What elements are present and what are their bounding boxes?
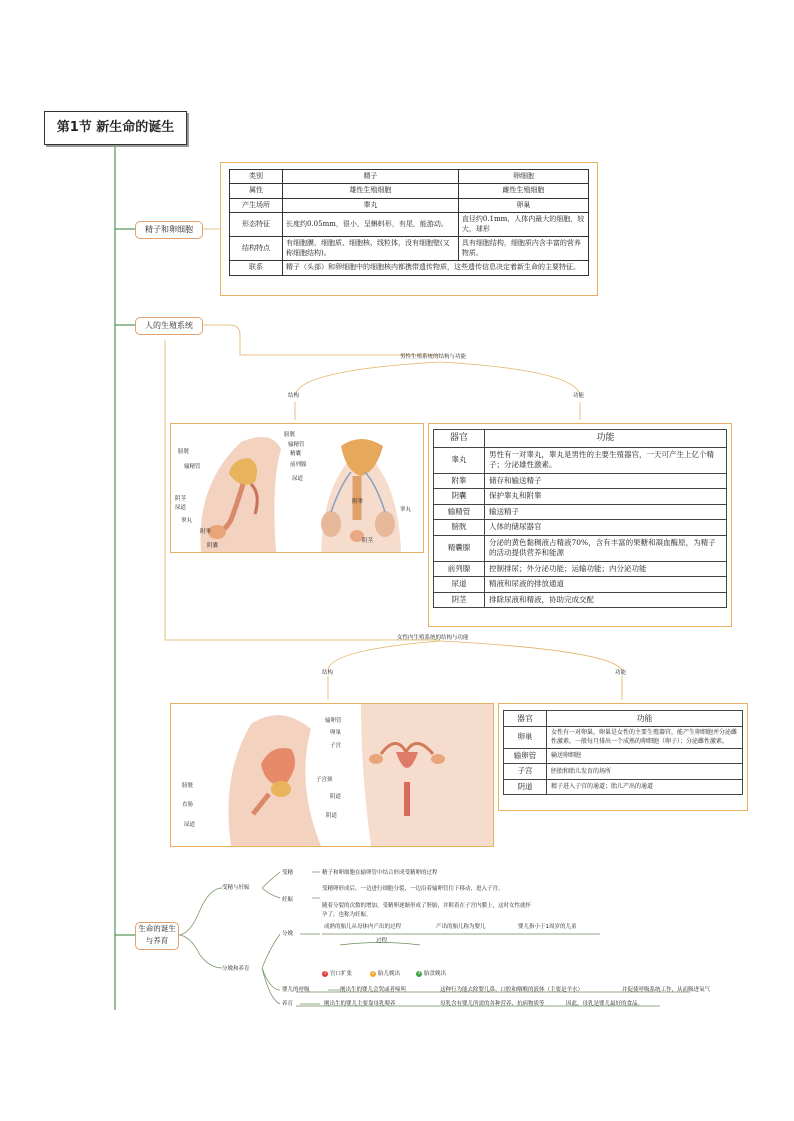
female-function-panel bbox=[498, 703, 748, 811]
organ-cell: 附睾 bbox=[434, 473, 485, 489]
egg-cell: 直径约0.1mm，人体内最大的细胞，较大，球形 bbox=[458, 213, 588, 237]
male-structure-label: 结构 bbox=[288, 393, 300, 399]
male-label: 阴囊 bbox=[207, 543, 219, 549]
organ-cell: 阴茎 bbox=[434, 592, 485, 608]
step-number-icon: 2 bbox=[371, 970, 375, 976]
table-row bbox=[434, 561, 727, 577]
table-row bbox=[230, 213, 589, 237]
process-step-3 bbox=[416, 969, 446, 977]
step-number-icon: 3 bbox=[417, 970, 421, 976]
row-key: 属性 bbox=[230, 184, 283, 198]
male-function-label: 功能 bbox=[573, 393, 585, 399]
branch-reproductive-system: 人的生殖系统 bbox=[135, 317, 203, 335]
node-nurture: 养育 bbox=[282, 1001, 294, 1007]
row-key: 产生场所 bbox=[230, 198, 283, 212]
male-heading: 男性生殖系统的结构与功能 bbox=[400, 354, 467, 360]
table-row bbox=[434, 447, 727, 473]
nurture-text-1: 刚出生的婴儿主要靠母乳喂养 bbox=[324, 1001, 396, 1007]
table-header: 功能 bbox=[547, 711, 743, 727]
sperm-cell: 雄性生殖细胞 bbox=[283, 184, 459, 198]
organ-cell: 输精管 bbox=[434, 504, 485, 520]
table-header: 功能 bbox=[485, 430, 727, 448]
table-row bbox=[230, 184, 589, 198]
female-structure-label: 结构 bbox=[322, 670, 334, 676]
row-key: 联系 bbox=[230, 261, 283, 275]
table-header: 精子 bbox=[283, 170, 459, 184]
table-row bbox=[504, 748, 743, 764]
node-infant-breathing: 婴儿的呼吸 bbox=[282, 987, 310, 993]
function-cell: 男性有一对睾丸，睾丸是男性的主要生殖器官，一天可产生上亿个精子；分泌雄性激素。 bbox=[485, 447, 727, 473]
table-header: 器官 bbox=[434, 430, 485, 448]
male-label: 阴茎 bbox=[175, 496, 187, 502]
process-label: 过程 bbox=[376, 938, 388, 944]
egg-cell: 具有细胞结构，细胞质内含丰富的营养物质。 bbox=[458, 237, 588, 261]
step-label: 胎儿娩出 bbox=[378, 971, 401, 977]
delivery-text-3: 婴儿指小于1周岁的儿童 bbox=[518, 924, 577, 930]
table-row bbox=[434, 535, 727, 561]
organ-cell: 卵巢 bbox=[504, 727, 547, 749]
table-row bbox=[504, 779, 743, 795]
female-label: 阴道 bbox=[326, 813, 338, 819]
table-row bbox=[434, 504, 727, 520]
male-label: 附睾 bbox=[352, 499, 364, 505]
organ-cell: 膀胱 bbox=[434, 520, 485, 536]
organ-cell: 睾丸 bbox=[434, 447, 485, 473]
table-header: 类别 bbox=[230, 170, 283, 184]
nurture-text-2: 母乳含有婴儿所需的各种营养、抗病物质等 bbox=[440, 1001, 545, 1007]
female-label: 子宫 bbox=[330, 743, 342, 749]
male-label: 输精管 bbox=[184, 464, 201, 470]
function-cell: 保护睾丸和附睾 bbox=[485, 489, 727, 505]
process-step-1 bbox=[322, 969, 352, 977]
breathing-text-1: 刚出生的婴儿会哭或者啼叫 bbox=[340, 987, 407, 993]
table-row bbox=[434, 489, 727, 505]
male-label: 精囊 bbox=[290, 451, 302, 457]
table-row bbox=[504, 727, 743, 749]
node-fertilization: 受精 bbox=[282, 870, 294, 876]
table-header: 卵细胞 bbox=[458, 170, 588, 184]
female-function-table bbox=[503, 710, 743, 795]
function-cell: 女性有一对卵巢，卵巢是女性的主要生殖器官，能产生卵细胞并分泌雌性激素。一般每月排出一个成熟的卵细胞（卵子）；分泌雌性激素。 bbox=[547, 727, 743, 749]
organ-cell: 子宫 bbox=[504, 764, 547, 780]
relation-cell: 精子（头部）和卵细胞中的细胞核内都携带遗传物质，这些遗传信息决定着新生命的主要特征。 bbox=[283, 261, 589, 275]
female-function-label: 功能 bbox=[615, 670, 627, 676]
organ-cell: 尿道 bbox=[434, 577, 485, 593]
female-label: 输卵管 bbox=[325, 718, 342, 724]
page-title: 第1节 新生命的诞生 bbox=[44, 111, 187, 145]
function-cell: 精子进入子宫的通道；胎儿产出的通道 bbox=[547, 779, 743, 795]
male-label: 前列腺 bbox=[290, 462, 307, 468]
table-header: 器官 bbox=[504, 711, 547, 727]
table-row bbox=[230, 237, 589, 261]
breathing-text-3: 并促使呼吸系统工作，从而吸进氧气 bbox=[622, 987, 711, 993]
table-row bbox=[230, 261, 589, 275]
female-label: 子宫颈 bbox=[316, 777, 333, 783]
pregnancy-text-2: 随着分裂的次数的增加，受精卵逐渐形成了胚胎，并附着在子宫内膜上，这时女性就怀孕了，也称为妊娠。 bbox=[322, 903, 532, 918]
male-label: 膀胱 bbox=[284, 432, 296, 438]
process-step-2 bbox=[370, 969, 400, 977]
node-delivery: 分娩 bbox=[282, 931, 294, 937]
male-function-panel bbox=[428, 423, 732, 627]
male-label: 睾丸 bbox=[181, 518, 193, 524]
organ-cell: 前列腺 bbox=[434, 561, 485, 577]
nurture-text-3: 因此，母乳是婴儿最好的食品。 bbox=[566, 1001, 644, 1007]
function-cell: 输送精子 bbox=[485, 504, 727, 520]
sperm-cell: 睾丸 bbox=[283, 198, 459, 212]
egg-cell: 卵巢 bbox=[458, 198, 588, 212]
step-number-icon: 1 bbox=[323, 970, 327, 976]
pregnancy-text-1: 受精卵形成后，一边进行细胞分裂，一边沿着输卵管往下移动，进入子宫。 bbox=[322, 886, 504, 892]
organ-cell: 阴囊 bbox=[434, 489, 485, 505]
breathing-text-2: 这种行为能去除婴儿鼻、口腔和咽喉的液体（主要是羊水） bbox=[440, 987, 584, 993]
female-label: 膀胱 bbox=[182, 783, 194, 789]
table-row bbox=[434, 577, 727, 593]
male-label: 输精管 bbox=[288, 442, 305, 448]
female-label: 直肠 bbox=[182, 802, 194, 808]
sperm-cell: 有细胞膜、细胞质、细胞核、线粒体，没有细胞壁(又称细胞结构)。 bbox=[283, 237, 459, 261]
male-label: 附睾 bbox=[200, 529, 212, 535]
node-delivery-nurture: 分娩和养育 bbox=[222, 966, 250, 972]
male-label: 尿道 bbox=[175, 505, 187, 511]
male-function-table bbox=[433, 429, 727, 608]
table-row bbox=[504, 764, 743, 780]
function-cell: 精液和尿液的排放通道 bbox=[485, 577, 727, 593]
step-label: 宫口扩张 bbox=[330, 971, 353, 977]
organ-cell: 精囊腺 bbox=[434, 535, 485, 561]
organ-cell: 输卵管 bbox=[504, 748, 547, 764]
gamete-table bbox=[229, 169, 589, 276]
function-cell: 输送卵细胞 bbox=[547, 748, 743, 764]
male-label: 阴茎 bbox=[362, 538, 374, 544]
male-label: 睾丸 bbox=[400, 507, 412, 513]
female-heading: 女性内生殖系统的结构与功能 bbox=[397, 635, 469, 641]
function-cell: 胚胎和胎儿发育的场所 bbox=[547, 764, 743, 780]
branch-gametes: 精子和卵细胞 bbox=[135, 221, 203, 239]
row-key: 形态特征 bbox=[230, 213, 283, 237]
row-key: 结构特点 bbox=[230, 237, 283, 261]
female-label: 卵巢 bbox=[330, 730, 342, 736]
function-cell: 人体的储尿器官 bbox=[485, 520, 727, 536]
function-cell: 分泌的黄色黏稠液占精液70%，含有丰富的果糖和凝血酶原，为精子的活动提供营养和能源 bbox=[485, 535, 727, 561]
delivery-text-2: 产出的胎儿称为婴儿 bbox=[436, 924, 486, 930]
node-pregnancy: 妊娠 bbox=[282, 897, 294, 903]
male-label: 尿道 bbox=[292, 476, 304, 482]
table-row bbox=[434, 520, 727, 536]
organ-cell: 阴道 bbox=[504, 779, 547, 795]
function-cell: 控制排尿；外分泌功能；运输功能；内分泌功能 bbox=[485, 561, 727, 577]
table-row bbox=[434, 592, 727, 608]
table-row bbox=[230, 198, 589, 212]
branch-birth: 生命的诞生与养育 bbox=[135, 922, 179, 950]
node-fertilization-pregnancy: 受精与妊娠 bbox=[222, 885, 250, 891]
fertilization-text: 精子和卵细胞在输卵管中结合形成受精卵的过程 bbox=[322, 870, 438, 876]
step-label: 胎盘娩出 bbox=[424, 971, 447, 977]
female-label: 阴道 bbox=[330, 794, 342, 800]
male-label: 膀胱 bbox=[178, 449, 190, 455]
sperm-cell: 长度约0.05mm，很小，呈蝌蚪形，有尾，能游动。 bbox=[283, 213, 459, 237]
female-label: 尿道 bbox=[184, 822, 196, 828]
egg-cell: 雌性生殖细胞 bbox=[458, 184, 588, 198]
function-cell: 排除尿液和精液，协助完成交配 bbox=[485, 592, 727, 608]
table-row bbox=[434, 473, 727, 489]
delivery-text-1: 成熟的胎儿从母体内产出的过程 bbox=[324, 924, 402, 930]
function-cell: 储存和输送精子 bbox=[485, 473, 727, 489]
gamete-panel bbox=[220, 162, 598, 296]
